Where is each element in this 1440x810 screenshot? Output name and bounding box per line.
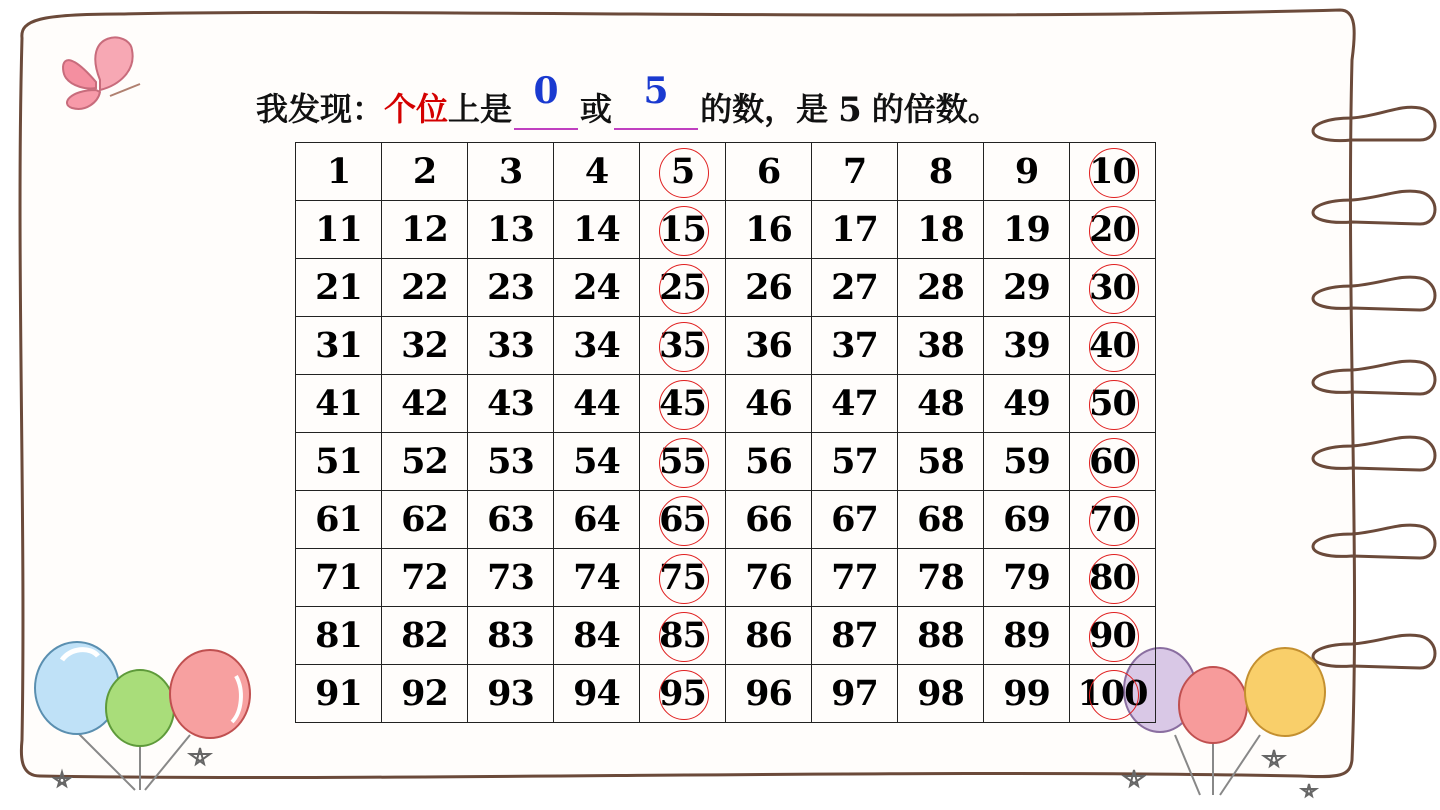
grid-cell: 54: [554, 433, 640, 491]
grid-row: [296, 549, 1156, 607]
grid-cell: 65: [640, 491, 726, 549]
grid-cell: 21: [296, 259, 382, 317]
grid-cell: 32: [382, 317, 468, 375]
grid-cell: 15: [640, 201, 726, 259]
grid-cell: 84: [554, 607, 640, 665]
grid-cell: 25: [640, 259, 726, 317]
statement-highlight: 个位: [384, 90, 449, 128]
answer-blank-1: [514, 70, 578, 130]
grid-cell: 67: [812, 491, 898, 549]
grid-cell: 49: [984, 375, 1070, 433]
grid-row: [296, 143, 1156, 201]
grid-cell: 88: [898, 607, 984, 665]
grid-cell: 45: [640, 375, 726, 433]
grid-cell: 71: [296, 549, 382, 607]
grid-cell: 89: [984, 607, 1070, 665]
grid-cell: 58: [898, 433, 984, 491]
grid-cell: 50: [1070, 375, 1156, 433]
finding-statement: [256, 70, 1000, 130]
grid-cell: 73: [468, 549, 554, 607]
grid-row: [296, 317, 1156, 375]
grid-cell: 95: [640, 665, 726, 723]
grid-cell: 29: [984, 259, 1070, 317]
grid-cell: 10: [1070, 143, 1156, 201]
grid-cell: 53: [468, 433, 554, 491]
grid-row: [296, 607, 1156, 665]
grid-cell: 78: [898, 549, 984, 607]
grid-cell: 41: [296, 375, 382, 433]
grid-cell: 18: [898, 201, 984, 259]
grid-cell: 72: [382, 549, 468, 607]
grid-cell: 6: [726, 143, 812, 201]
grid-cell: 60: [1070, 433, 1156, 491]
grid-cell: 44: [554, 375, 640, 433]
grid-cell: 59: [984, 433, 1070, 491]
grid-cell: 75: [640, 549, 726, 607]
grid-cell: 68: [898, 491, 984, 549]
grid-cell: 79: [984, 549, 1070, 607]
statement-middle: 上是: [448, 90, 513, 128]
grid-cell: 11: [296, 201, 382, 259]
grid-cell: 63: [468, 491, 554, 549]
answer-blank-2: [614, 70, 698, 130]
grid-cell: 5: [640, 143, 726, 201]
grid-cell: 86: [726, 607, 812, 665]
grid-cell: 83: [468, 607, 554, 665]
grid-cell: 91: [296, 665, 382, 723]
grid-cell: 93: [468, 665, 554, 723]
statement-connector: 或: [580, 90, 613, 128]
grid-cell: 69: [984, 491, 1070, 549]
grid-row: [296, 375, 1156, 433]
grid-cell: 77: [812, 549, 898, 607]
grid-row: [296, 259, 1156, 317]
grid-cell: 3: [468, 143, 554, 201]
grid-cell: 35: [640, 317, 726, 375]
grid-cell: 92: [382, 665, 468, 723]
grid-cell: 14: [554, 201, 640, 259]
grid-cell: 28: [898, 259, 984, 317]
grid-cell: 43: [468, 375, 554, 433]
grid-cell: 27: [812, 259, 898, 317]
grid-cell: 33: [468, 317, 554, 375]
grid-cell: 9: [984, 143, 1070, 201]
grid-cell: 62: [382, 491, 468, 549]
statement-prefix: 我发现：: [256, 90, 385, 128]
grid-cell: 40: [1070, 317, 1156, 375]
grid-cell: 19: [984, 201, 1070, 259]
grid-cell: 36: [726, 317, 812, 375]
hundred-chart: [295, 142, 1156, 723]
grid-row: [296, 201, 1156, 259]
grid-cell: 34: [554, 317, 640, 375]
grid-cell: 66: [726, 491, 812, 549]
grid-cell: 98: [898, 665, 984, 723]
grid-cell: 38: [898, 317, 984, 375]
grid-cell: 56: [726, 433, 812, 491]
grid-cell: 85: [640, 607, 726, 665]
grid-row: [296, 665, 1156, 723]
grid-cell: 51: [296, 433, 382, 491]
grid-cell: 8: [898, 143, 984, 201]
grid-cell: 70: [1070, 491, 1156, 549]
statement-suffix-2: 的倍数。: [871, 90, 1000, 128]
grid-cell: 87: [812, 607, 898, 665]
grid-cell: 64: [554, 491, 640, 549]
grid-cell: 42: [382, 375, 468, 433]
grid-cell: 26: [726, 259, 812, 317]
grid-cell: 16: [726, 201, 812, 259]
grid-cell: 1: [296, 143, 382, 201]
grid-cell: 81: [296, 607, 382, 665]
grid-cell: 22: [382, 259, 468, 317]
grid-cell: 52: [382, 433, 468, 491]
grid-cell: 57: [812, 433, 898, 491]
grid-cell: 99: [984, 665, 1070, 723]
grid-cell: 61: [296, 491, 382, 549]
grid-cell: 74: [554, 549, 640, 607]
grid-cell: 80: [1070, 549, 1156, 607]
grid-cell: 47: [812, 375, 898, 433]
grid-cell: 24: [554, 259, 640, 317]
grid-cell: 39: [984, 317, 1070, 375]
grid-cell: 100: [1070, 665, 1156, 723]
grid-cell: 82: [382, 607, 468, 665]
answer-1: 0: [533, 70, 559, 112]
grid-cell: 12: [382, 201, 468, 259]
grid-cell: 46: [726, 375, 812, 433]
grid-row: [296, 433, 1156, 491]
grid-cell: 76: [726, 549, 812, 607]
grid-cell: 55: [640, 433, 726, 491]
grid-cell: 90: [1070, 607, 1156, 665]
grid-cell: 94: [554, 665, 640, 723]
grid-cell: 96: [726, 665, 812, 723]
grid-cell: 23: [468, 259, 554, 317]
grid-row: [296, 491, 1156, 549]
grid-cell: 2: [382, 143, 468, 201]
grid-cell: 37: [812, 317, 898, 375]
grid-cell: 48: [898, 375, 984, 433]
grid-cell: 20: [1070, 201, 1156, 259]
grid-cell: 30: [1070, 259, 1156, 317]
grid-cell: 31: [296, 317, 382, 375]
grid-cell: 17: [812, 201, 898, 259]
grid-cell: 97: [812, 665, 898, 723]
grid-cell: 13: [468, 201, 554, 259]
statement-number: 5: [838, 90, 862, 130]
grid-cell: 4: [554, 143, 640, 201]
answer-2: 5: [643, 70, 669, 112]
grid-cell: 7: [812, 143, 898, 201]
statement-suffix-1: 的数，是: [700, 90, 829, 128]
